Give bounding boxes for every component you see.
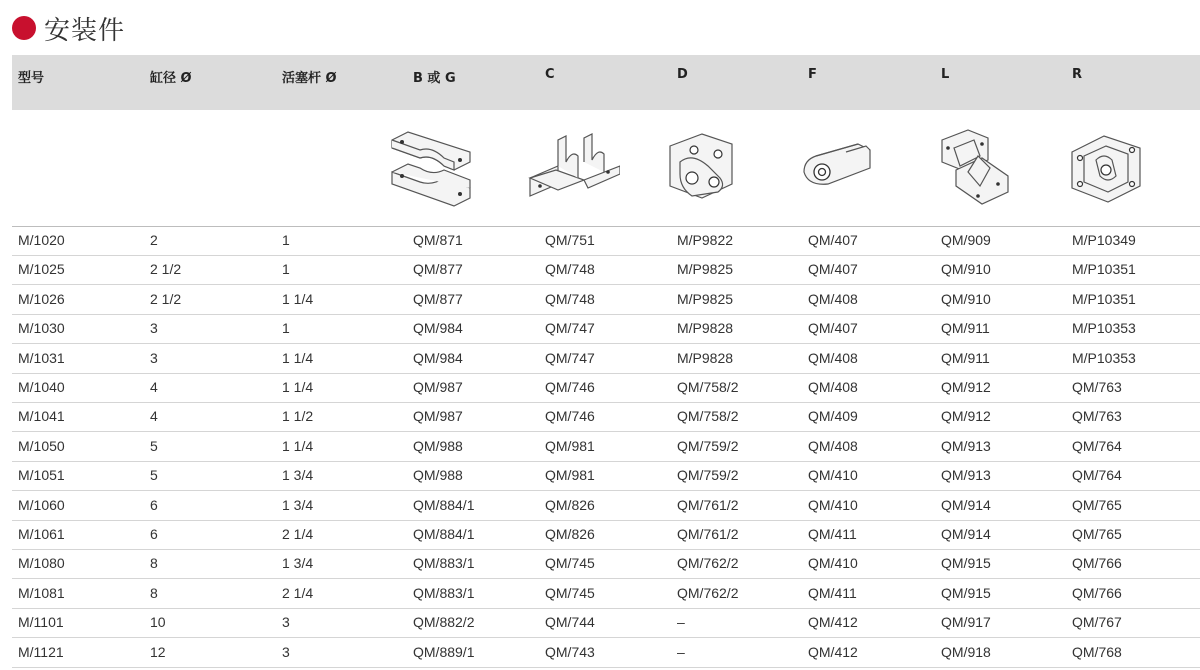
cell-col-r: QM/763 xyxy=(1072,408,1122,425)
cell-col-b-or-g: QM/987 xyxy=(413,408,463,425)
cell-col-f: QM/408 xyxy=(808,290,858,307)
cell-col-model: M/1031 xyxy=(18,349,65,366)
cell-col-b-or-g: QM/884/1 xyxy=(413,496,475,513)
table-row xyxy=(12,285,1200,315)
cell-col-l: QM/913 xyxy=(941,437,991,454)
cell-col-model: M/1051 xyxy=(18,467,65,484)
cell-col-model: M/1026 xyxy=(18,290,65,307)
header-col-d: D xyxy=(677,67,688,82)
cell-col-rod: 1 3/4 xyxy=(282,555,314,572)
cell-col-r: QM/765 xyxy=(1072,496,1122,513)
cell-col-r: QM/763 xyxy=(1072,379,1122,395)
cell-col-l: QM/913 xyxy=(941,467,991,484)
cell-col-f: QM/407 xyxy=(808,320,858,337)
cell-col-rod: 2 1/4 xyxy=(282,584,314,601)
cell-col-c: QM/747 xyxy=(545,349,595,366)
cell-col-model: M/1050 xyxy=(18,437,65,454)
cell-col-l: QM/914 xyxy=(941,496,991,513)
cell-col-bore: 3 xyxy=(150,349,158,366)
cell-col-rod: 1 3/4 xyxy=(282,496,314,513)
cell-col-c: QM/826 xyxy=(545,526,595,542)
cell-col-bore: 8 xyxy=(150,584,158,601)
page-title xyxy=(12,8,125,48)
cell-col-rod: 3 xyxy=(282,614,290,631)
pivot-mount-icon xyxy=(934,126,1026,212)
cell-col-rod: 1 1/4 xyxy=(282,349,314,366)
table-row xyxy=(12,638,1200,668)
header-col-l: L xyxy=(941,67,950,82)
cell-col-rod: 1 1/4 xyxy=(282,290,314,307)
cell-col-d: QM/761/2 xyxy=(677,496,739,513)
cell-col-b-or-g: QM/871 xyxy=(413,232,463,248)
cell-col-r: QM/767 xyxy=(1072,614,1122,631)
cell-col-d: M/P9825 xyxy=(677,261,734,278)
cell-col-rod: 1 3/4 xyxy=(282,467,314,484)
cell-col-d: QM/759/2 xyxy=(677,437,739,454)
cell-col-f: QM/407 xyxy=(808,261,858,278)
header-col-f: F xyxy=(808,67,817,82)
cell-col-b-or-g: QM/883/1 xyxy=(413,584,475,601)
cell-col-l: QM/910 xyxy=(941,261,991,278)
cell-col-l: QM/910 xyxy=(941,290,991,307)
cell-col-d: M/P9828 xyxy=(677,349,734,366)
table-row xyxy=(12,255,1200,285)
cell-col-d: QM/758/2 xyxy=(677,379,739,395)
cell-col-rod: 1 xyxy=(282,261,290,278)
cell-col-b-or-g: QM/877 xyxy=(413,261,463,278)
cell-col-c: QM/743 xyxy=(545,643,595,660)
cell-col-bore: 2 1/2 xyxy=(150,261,182,278)
cell-col-bore: 5 xyxy=(150,467,158,484)
cell-col-b-or-g: QM/884/1 xyxy=(413,526,475,542)
cell-col-d: M/P9825 xyxy=(677,290,734,307)
cell-col-f: QM/412 xyxy=(808,614,858,631)
cell-col-d: – xyxy=(677,614,685,631)
header-col-b-or-g: B 或 G xyxy=(413,71,456,86)
cell-col-c: QM/751 xyxy=(545,232,595,248)
cell-col-d: – xyxy=(677,643,685,660)
cell-col-c: QM/744 xyxy=(545,614,595,631)
cell-col-l: QM/917 xyxy=(941,614,991,631)
cell-col-bore: 6 xyxy=(150,526,158,542)
cell-col-l: QM/915 xyxy=(941,555,991,572)
table-row xyxy=(12,432,1200,462)
cell-col-l: QM/912 xyxy=(941,408,991,425)
cell-col-l: QM/911 xyxy=(941,320,990,337)
table-row xyxy=(12,402,1200,432)
cell-col-bore: 12 xyxy=(150,643,166,660)
cell-col-l: QM/914 xyxy=(941,526,991,542)
cell-col-bore: 8 xyxy=(150,555,158,572)
cell-col-bore: 5 xyxy=(150,437,158,454)
cell-col-r: M/P10351 xyxy=(1072,290,1136,307)
cell-col-r: M/P10349 xyxy=(1072,232,1136,248)
table-row xyxy=(12,549,1200,579)
cell-col-c: QM/745 xyxy=(545,584,595,601)
cell-col-c: QM/748 xyxy=(545,290,595,307)
cell-col-model: M/1020 xyxy=(18,232,65,248)
cell-col-r: QM/764 xyxy=(1072,467,1122,484)
cell-col-l: QM/909 xyxy=(941,232,991,248)
cell-col-f: QM/412 xyxy=(808,643,858,660)
header-col-c: C xyxy=(545,67,555,82)
header-col-rod: 活塞杆 Ø xyxy=(282,71,337,86)
table-row xyxy=(12,491,1200,521)
cell-col-l: QM/911 xyxy=(941,349,990,366)
title-text: 安装件 xyxy=(44,15,126,46)
cell-col-model: M/1121 xyxy=(18,643,64,660)
cell-col-rod: 2 1/4 xyxy=(282,526,314,542)
cell-col-d: QM/762/2 xyxy=(677,555,739,572)
cell-col-bore: 3 xyxy=(150,320,158,337)
rear-flange-mount-icon xyxy=(1068,126,1160,212)
cell-col-b-or-g: QM/984 xyxy=(413,320,463,337)
cell-col-f: QM/408 xyxy=(808,349,858,366)
table-row xyxy=(12,579,1200,609)
cell-col-c: QM/748 xyxy=(545,261,595,278)
header-col-model: 型号 xyxy=(18,71,45,86)
cell-col-d: QM/762/2 xyxy=(677,584,739,601)
cell-col-c: QM/746 xyxy=(545,379,595,395)
cell-col-c: QM/747 xyxy=(545,320,595,337)
foot-mount-bracket-icon xyxy=(528,126,620,212)
cell-col-d: M/P9822 xyxy=(677,232,734,248)
table-row xyxy=(12,461,1200,491)
cell-col-b-or-g: QM/984 xyxy=(413,349,463,366)
cell-col-r: M/P10351 xyxy=(1072,261,1136,278)
cell-col-d: QM/759/2 xyxy=(677,467,739,484)
cell-col-r: QM/764 xyxy=(1072,437,1122,454)
cell-col-b-or-g: QM/877 xyxy=(413,290,463,307)
table-row xyxy=(12,520,1200,550)
cell-col-model: M/1040 xyxy=(18,379,65,395)
cell-col-f: QM/409 xyxy=(808,408,858,425)
cell-col-f: QM/410 xyxy=(808,496,858,513)
table-row xyxy=(12,608,1200,638)
table-row xyxy=(12,226,1200,256)
cell-col-rod: 1 xyxy=(282,320,290,337)
header-col-r: R xyxy=(1072,67,1083,82)
cell-col-c: QM/746 xyxy=(545,408,595,425)
cell-col-r: QM/766 xyxy=(1072,584,1122,601)
cell-col-b-or-g: QM/882/2 xyxy=(413,614,475,631)
cell-col-c: QM/981 xyxy=(545,467,595,484)
cell-col-bore: 2 1/2 xyxy=(150,290,182,307)
rod-clevis-icon xyxy=(800,126,892,212)
cell-col-l: QM/912 xyxy=(941,379,991,395)
cell-col-rod: 1 1/4 xyxy=(282,437,314,454)
table-row xyxy=(12,373,1200,403)
cell-col-c: QM/981 xyxy=(545,437,595,454)
cell-col-model: M/1061 xyxy=(18,526,65,542)
cell-col-b-or-g: QM/987 xyxy=(413,379,463,395)
cell-col-f: QM/410 xyxy=(808,467,858,484)
cell-col-model: M/1030 xyxy=(18,320,65,337)
cell-col-d: M/P9828 xyxy=(677,320,734,337)
cell-col-r: M/P10353 xyxy=(1072,320,1136,337)
cell-col-c: QM/826 xyxy=(545,496,595,513)
cell-col-model: M/1025 xyxy=(18,261,65,278)
split-clamp-bracket-icon xyxy=(386,126,478,212)
cell-col-model: M/1080 xyxy=(18,555,65,572)
red-bullet-icon xyxy=(12,16,36,40)
cell-col-model: M/1101 xyxy=(18,614,64,631)
cell-col-d: QM/761/2 xyxy=(677,526,739,542)
cell-col-r: QM/768 xyxy=(1072,643,1122,660)
cell-col-b-or-g: QM/889/1 xyxy=(413,643,475,660)
cell-col-b-or-g: QM/988 xyxy=(413,467,463,484)
cell-col-l: QM/915 xyxy=(941,584,991,601)
cell-col-d: QM/758/2 xyxy=(677,408,739,425)
cell-col-b-or-g: QM/988 xyxy=(413,437,463,454)
cell-col-rod: 1 1/2 xyxy=(282,408,314,425)
cell-col-model: M/1081 xyxy=(18,584,65,601)
table-row xyxy=(12,344,1200,374)
cell-col-r: M/P10353 xyxy=(1072,349,1136,366)
cell-col-l: QM/918 xyxy=(941,643,991,660)
cell-col-f: QM/407 xyxy=(808,232,858,248)
cell-col-c: QM/745 xyxy=(545,555,595,572)
cell-col-f: QM/411 xyxy=(808,526,857,542)
cell-col-rod: 1 xyxy=(282,232,290,248)
table-row xyxy=(12,314,1200,344)
cell-col-b-or-g: QM/883/1 xyxy=(413,555,475,572)
cell-col-bore: 2 xyxy=(150,232,158,248)
clevis-plate-icon xyxy=(662,126,754,212)
cell-col-r: QM/766 xyxy=(1072,555,1122,572)
cell-col-model: M/1041 xyxy=(18,408,65,425)
cell-col-r: QM/765 xyxy=(1072,526,1122,542)
cell-col-bore: 6 xyxy=(150,496,158,513)
cell-col-bore: 10 xyxy=(150,614,166,631)
cell-col-bore: 4 xyxy=(150,379,158,395)
cell-col-f: QM/408 xyxy=(808,379,858,395)
cell-col-rod: 1 1/4 xyxy=(282,379,314,395)
cell-col-f: QM/410 xyxy=(808,555,858,572)
cell-col-model: M/1060 xyxy=(18,496,65,513)
cell-col-f: QM/411 xyxy=(808,584,857,601)
header-col-bore: 缸径 Ø xyxy=(150,71,192,86)
cell-col-bore: 4 xyxy=(150,408,158,425)
cell-col-rod: 3 xyxy=(282,643,290,660)
cell-col-f: QM/408 xyxy=(808,437,858,454)
